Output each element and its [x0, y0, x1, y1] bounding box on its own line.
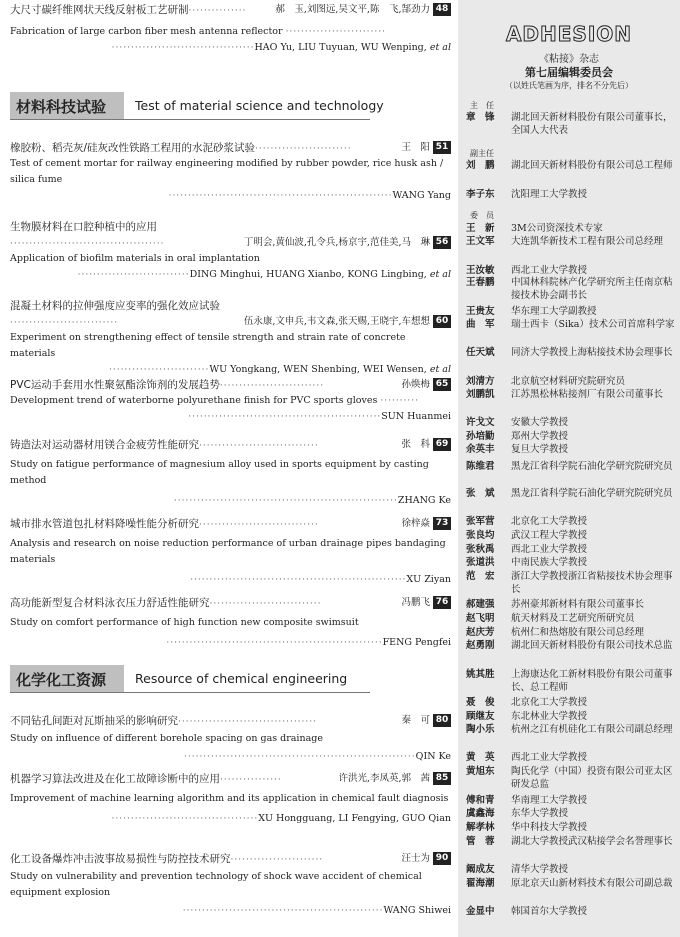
member-name: 虞鑫海	[466, 808, 495, 819]
article-authors-zh: 许洪光,李凤英,郭 茜	[338, 773, 430, 784]
member-affiliation: 湖北回天新材料股份有限公司总工程师	[511, 160, 673, 171]
article-title-en: Experiment on strengthening effect of tensile strength and strain rate of concrete materials	[10, 332, 406, 359]
member-name: 王春鹏	[466, 277, 495, 288]
member-name: 余英丰	[466, 444, 495, 455]
et-al: et al	[429, 364, 451, 375]
member-affiliation: 江苏黑松林粘接剂厂有限公司董事长	[511, 389, 664, 400]
member-name: 许戈文	[466, 417, 495, 428]
member-affiliation: 北京航空材料研究院研究员	[511, 376, 626, 387]
member-name: 黄旭东	[466, 766, 495, 777]
article-entry: 混凝土材料的拉伸强度应变率的强化效应试验 60 伍永康,文申兵,韦文森,张天赐,王晓宇,车想想 ···························· Experiment on strengthening effect of tensile strength and strain rate of concrete materials ··························WU Yongkang, WEN Shenbing, WEI Wensen, et al	[10, 300, 451, 375]
article-title-zh[interactable]: 不同钻孔间距对瓦斯抽采的影响研究	[10, 715, 178, 727]
et-al: et al	[429, 42, 451, 53]
article-authors-en: WU Yongkang, WEN Shenbing, WEI Wensen,	[209, 364, 427, 375]
member-name: 陈维君	[466, 461, 495, 472]
page-number: 48	[433, 3, 451, 16]
role-label-members: 委 员	[470, 211, 494, 220]
member-affiliation: 杭州仁和热熔胶有限公司总经理	[511, 627, 645, 638]
member-name: 刘 鹏	[466, 160, 495, 171]
article-authors-en: ZHANG Ke	[397, 495, 451, 506]
member-name: 姚其胜	[466, 669, 495, 680]
member-affiliation: 瑞士西卡（Sika）技术公司首席科学家	[511, 319, 675, 330]
member-affiliation: 陶氏化学（中国）投资有限公司亚太区研发总监	[511, 766, 673, 790]
section-heading	[10, 665, 451, 693]
journal-name: 《粘接》杂志	[539, 54, 599, 65]
role-label-chair: 主 任	[470, 101, 494, 110]
member-affiliation: 同济大学教授上海粘接技术协会理事长	[511, 347, 673, 358]
article-entry: 48 郝 玉,刘图远,吴文平,陈 飞,郜劲力 大尺寸碳纤维网状天线反射板工艺研制··············· Fabrication of large carbon fiber mesh antenna reflector ·························· ·····································HAO Yu, LIU Tuyuan, WU Wenping, et al	[10, 4, 451, 53]
member-name: 王汝敏	[466, 265, 495, 276]
member-affiliation: 3M公司资深技术专家	[511, 223, 603, 234]
article-title-zh[interactable]: 城市排水管道包扎材料降噪性能分析研究	[10, 518, 199, 530]
member-affiliation: 东北林业大学教授	[511, 711, 588, 722]
article-title-en: Study on fatigue performance of magnesium alloy used in sports equipment by casting method	[10, 459, 429, 486]
member-affiliation: 中国林科院林产化学研究所主任南京粘接技术协会副书长	[511, 277, 673, 301]
article-title-zh[interactable]: 橡胶粉、稻壳灰/硅灰改性铁路工程用的水泥砂浆试验	[10, 142, 256, 154]
member-affiliation: 航天材料及工艺研究所研究员	[511, 613, 635, 624]
member-affiliation: 武汉工程大学教授	[511, 530, 588, 541]
member-affiliation: 安徽大学教授	[511, 417, 569, 428]
member-affiliation: 苏州豪邦新材料有限公司董事长	[511, 599, 645, 610]
section-title-zh: 材料科技试验	[16, 98, 107, 116]
member-name: 聂 俊	[466, 697, 495, 708]
article-authors-en: WANG Shiwei	[383, 905, 451, 916]
article-title-zh[interactable]: PVC运动手套用水性聚氨酯涂饰剂的发展趋势	[10, 379, 220, 391]
article-authors-en: FENG Pengfei	[382, 637, 451, 648]
member-name: 陶小乐	[466, 724, 495, 735]
article-title-en: Improvement of machine learning algorithm and its application in chemical fault diagnosis	[10, 793, 449, 804]
member-affiliation: 华南理工大学教授	[511, 795, 588, 806]
member-affiliation: 原北京天山新材料技术有限公司副总裁	[511, 878, 673, 889]
article-authors-zh: 丁明会,黄仙波,孔令兵,杨京宇,范佳美,马 琳	[243, 237, 430, 248]
article-entry: 65 孙焕梅 PVC运动手套用水性聚氨酯涂饰剂的发展趋势··························· Development trend of waterborne polyurethane finish for PVC sports gloves ·········· ··················································SUN Huanmei	[10, 379, 451, 422]
article-title-en: Analysis and research on noise reduction performance of urban drainage pipes bandaging materials	[10, 538, 446, 565]
page-number: 73	[433, 517, 451, 530]
page-number: 85	[433, 772, 451, 785]
article-entry: 生物膜材料在口腔种植中的应用 56 丁明会,黄仙波,孔令兵,杨京宇,范佳美,马 琳 ········································ Application of biofilm materials in oral implantation ·····························DING Minghui, HUANG Xianbo, KONG Lingbing, et al	[10, 221, 451, 280]
page-number: 69	[433, 438, 451, 451]
article-entry: 73 徐梓焱 城市排水管道包扎材料降噪性能分析研究······························· Analysis and research on noise reduction performance of urban drainage pipes bandaging materials ························································XU Ziyan	[10, 518, 451, 585]
page-number: 51	[433, 141, 451, 154]
article-authors-zh: 冯鹏飞	[401, 597, 430, 608]
article-entry: 51 王 阳 橡胶粉、稻壳灰/硅灰改性铁路工程用的水泥砂浆试验························· Test of cement mortar for railway engineering modified by rubber powder, rice husk ash / silica fume ··························································WANG Yang	[10, 142, 451, 201]
article-title-en: Study on comfort performance of high function new composite swimsuit	[10, 617, 359, 628]
member-affiliation: 湖北回天新材料股份有限公司技术总监	[511, 640, 673, 651]
role-label-vice-chair: 副主任	[470, 149, 494, 158]
article-title-en: Development trend of waterborne polyurethane finish for PVC sports gloves	[10, 395, 378, 406]
member-name: 孙培勤	[466, 431, 495, 442]
article-authors-zh: 王 阳	[401, 142, 430, 153]
article-entry: 80 秦 可 不同钻孔间距对瓦斯抽采的影响研究···································· Study on influence of different borehole spacing on gas drainage ····························································QIN Ke	[10, 715, 451, 762]
page-number: 90	[433, 852, 451, 865]
member-affiliation: 浙江大学教授浙江省粘接技术协会理事长	[511, 571, 673, 595]
article-authors-zh: 徐梓焱	[401, 518, 430, 529]
member-affiliation: 西北工业大学教授	[511, 752, 588, 763]
member-affiliation: 上海康达化工新材料股份有限公司董事长、总工程师	[511, 669, 673, 693]
member-name: 王 新	[466, 223, 495, 234]
section-title-en: Test of material science and technology	[135, 98, 384, 113]
member-name: 翟海潮	[466, 878, 495, 889]
article-authors-zh: 伍永康,文申兵,韦文森,张天赐,王晓宇,车想想	[243, 316, 430, 327]
editorial-board-panel	[458, 0, 680, 937]
member-affiliation: 湖北大学教授武汉粘接学会名誉理事长	[511, 836, 673, 847]
member-affiliation: 黑龙江省科学院石油化学研究院研究员	[511, 461, 673, 472]
member-name: 赵庆芳	[466, 627, 495, 638]
article-entry: 76 冯鹏飞 高功能新型复合材料泳衣压力舒适性能研究····························· Study on comfort performance of high function new composite swimsuit ························································FENG Pengfei	[10, 597, 451, 648]
article-entry: 85 许洪光,李凤英,郭 茜 机器学习算法改进及在化工故障诊断中的应用················ Improvement of machine learning algorithm and its application in chemical fault diagnosis ······································XU Hongguang, LI Fengying, GUO Qian	[10, 773, 451, 824]
article-authors-zh: 汪士为	[401, 853, 430, 864]
section-heading	[10, 92, 451, 120]
member-name: 阚成友	[466, 864, 495, 875]
member-name: 金显中	[466, 906, 495, 917]
member-name: 张秋禹	[466, 544, 495, 555]
member-name: 曲 军	[466, 319, 495, 330]
member-name: 张军营	[466, 516, 495, 527]
section-title-zh: 化学化工资源	[16, 671, 107, 689]
member-name: 张 斌	[466, 488, 495, 499]
member-affiliation: 北京化工大学教授	[511, 697, 588, 708]
member-name: 黄 英	[466, 752, 495, 763]
member-name: 刘清方	[466, 376, 495, 387]
et-al: et al	[429, 269, 451, 280]
member-affiliation: 华东理工大学副教授	[511, 306, 597, 317]
article-entry: 90 汪士为 化工设备爆炸冲击波事故易损性与防控技术研究························ Study on vulnerability and prevention technology of shock wave accident of chemical equipment explosion ····················································WANG Shiwei	[10, 853, 451, 916]
member-name: 顾继友	[466, 711, 495, 722]
article-title-zh[interactable]: 机器学习算法改进及在化工故障诊断中的应用	[10, 773, 220, 785]
member-name: 李子东	[466, 189, 495, 200]
article-authors-en: XU Hongguang, LI Fengying, GUO Qian	[258, 813, 451, 824]
page-number: 76	[433, 596, 451, 609]
member-name: 王文军	[466, 236, 495, 247]
member-name: 任天斌	[466, 347, 495, 358]
article-authors-en: DING Minghui, HUANG Xianbo, KONG Lingbing,	[189, 269, 427, 280]
article-title-zh[interactable]: 生物膜材料在口腔种植中的应用	[10, 221, 157, 233]
article-entry: 69 张 科 铸造法对运动器材用镁合金疲劳性能研究······························· Study on fatigue performance of magnesium alloy used in sports equipment by casting method ··························································ZHANG Ke	[10, 439, 451, 506]
member-affiliation: 沈阳理工大学教授	[511, 189, 588, 200]
page-number: 56	[433, 236, 451, 249]
member-affiliation: 华中科技大学教授	[511, 822, 588, 833]
board-note: （以姓氏笔画为序，排名不分先后）	[505, 81, 633, 90]
article-title-en: Test of cement mortar for railway engineering modified by rubber powder, rice husk ash / silica fume	[10, 158, 444, 185]
member-affiliation: 黑龙江省科学院石油化学研究院研究员	[511, 488, 673, 499]
page-number: 80	[433, 714, 451, 727]
member-affiliation: 大连凯华新技术工程有限公司总经理	[511, 236, 664, 247]
article-authors-zh: 孙焕梅	[401, 379, 430, 390]
article-title-zh[interactable]: 高功能新型复合材料泳衣压力舒适性能研究	[10, 597, 210, 609]
section-rule	[10, 119, 370, 120]
member-affiliation: 杭州之江有机硅化工有限公司副总经理	[511, 724, 673, 735]
adhesion-logo: ADHESION	[505, 22, 633, 46]
article-authors-en: XU Ziyan	[406, 574, 451, 585]
article-title-en: Fabrication of large carbon fiber mesh antenna reflector	[10, 26, 283, 37]
member-affiliation: 清华大学教授	[511, 864, 569, 875]
article-authors-zh: 郝 玉,刘图远,吴文平,陈 飞,郜劲力	[275, 4, 430, 15]
member-name: 傅和青	[466, 795, 495, 806]
member-name: 刘鹏凯	[466, 389, 495, 400]
member-name: 解孝林	[466, 822, 495, 833]
article-authors-zh: 张 科	[401, 439, 430, 450]
section-rule	[10, 692, 370, 693]
article-authors-en: HAO Yu, LIU Tuyuan, WU Wenping,	[254, 42, 427, 53]
board-title: 第七届编辑委员会	[525, 66, 613, 79]
member-affiliation: 湖北回天新材料股份有限公司董事长，全国人大代表	[511, 112, 673, 136]
article-title-zh[interactable]: 化工设备爆炸冲击波事故易损性与防控技术研究	[10, 853, 231, 865]
article-authors-en: SUN Huanmei	[381, 411, 451, 422]
page-number: 65	[433, 378, 451, 391]
member-affiliation: 复旦大学教授	[511, 444, 569, 455]
member-name: 张良均	[466, 530, 495, 541]
article-authors-zh: 秦 可	[401, 715, 430, 726]
article-authors-en: QIN Ke	[415, 751, 451, 762]
article-title-en: Application of biofilm materials in oral implantation	[10, 253, 260, 264]
article-authors-en: WANG Yang	[392, 190, 451, 201]
member-name: 郝建强	[466, 599, 495, 610]
member-affiliation: 西北工业大学教授	[511, 265, 588, 276]
article-title-zh[interactable]: 大尺寸碳纤维网状天线反射板工艺研制	[10, 4, 189, 16]
member-name: 张道洪	[466, 557, 495, 568]
member-name: 管 蓉	[466, 836, 495, 847]
page-number: 60	[433, 315, 451, 328]
member-affiliation: 中南民族大学教授	[511, 557, 588, 568]
article-title-en: Study on influence of different borehole spacing on gas drainage	[10, 733, 323, 744]
section-title-en: Resource of chemical engineering	[135, 671, 348, 686]
member-name: 章 锋	[466, 112, 495, 123]
article-title-en: Study on vulnerability and prevention technology of shock wave accident of chemical equipment explosion	[10, 871, 422, 898]
member-affiliation: 郑州大学教授	[511, 431, 569, 442]
article-title-zh[interactable]: 混凝土材料的拉伸强度应变率的强化效应试验	[10, 300, 220, 312]
member-affiliation: 西北工业大学教授	[511, 544, 588, 555]
member-affiliation: 东华大学教授	[511, 808, 569, 819]
article-title-zh[interactable]: 铸造法对运动器材用镁合金疲劳性能研究	[10, 439, 199, 451]
member-name: 王贵友	[466, 306, 495, 317]
member-name: 赵勇刚	[466, 640, 495, 651]
member-name: 赵飞明	[466, 613, 495, 624]
member-affiliation: 韩国首尔大学教授	[511, 906, 588, 917]
member-name: 范 宏	[466, 571, 495, 582]
member-affiliation: 北京化工大学教授	[511, 516, 588, 527]
